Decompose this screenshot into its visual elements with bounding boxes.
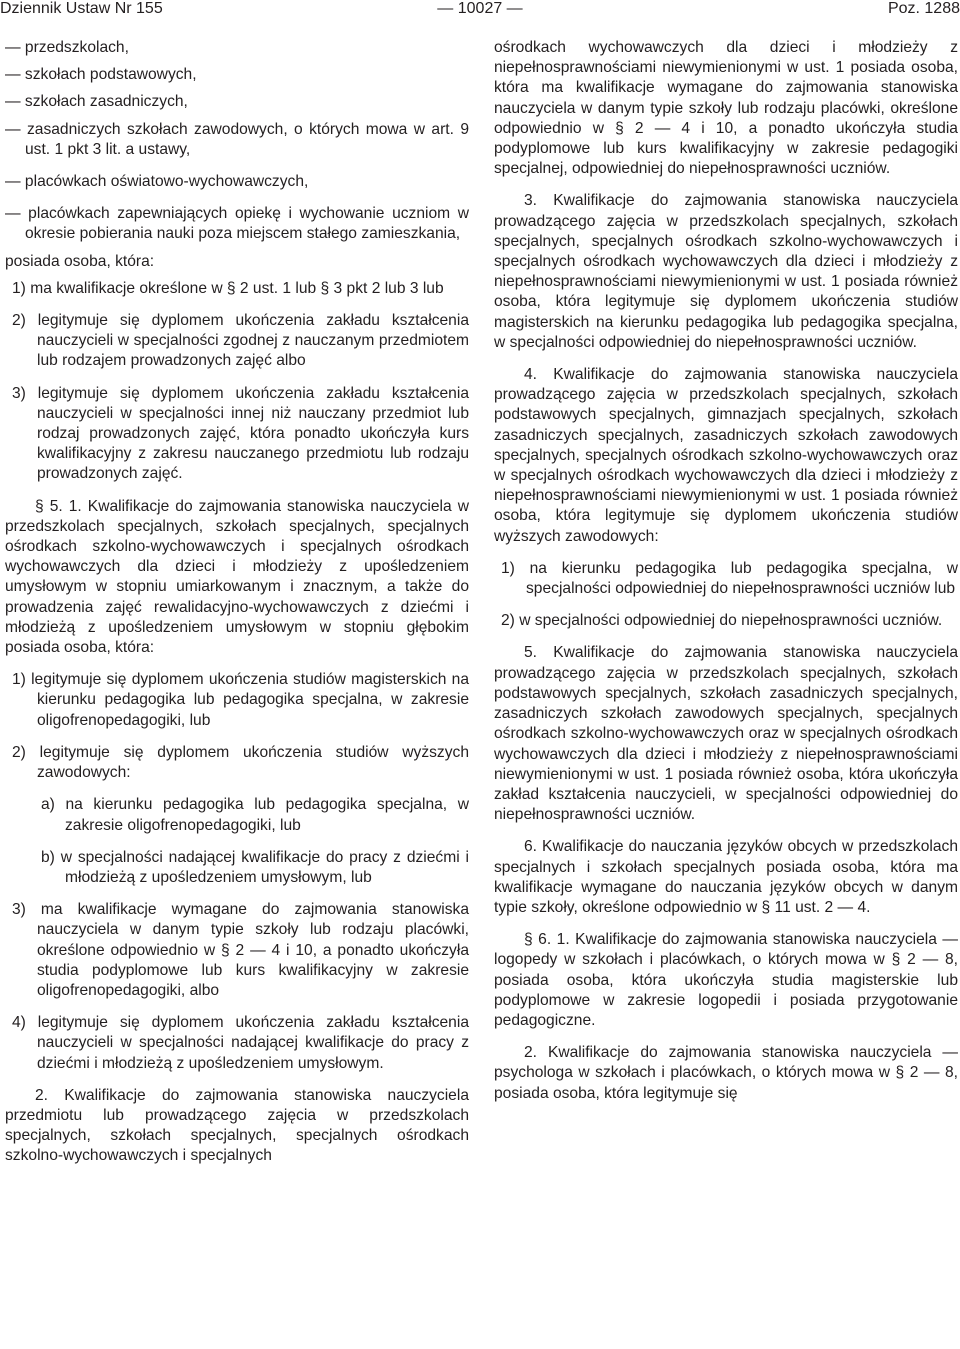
list-item: — przedszkolach, [5,39,129,56]
left-column [5,38,469,1167]
paragraph: 2. Kwalifikacje do zajmowania stanowiska nauczyciela przedmiotu lub prowadzącego zajęcia w przedszkolach specjalnych, szkołach specjalnych, specjalnych ośrodkach szkolno-wychowawczych i specjalnych [5,1086,469,1165]
list-item: 2) w specjalności odpowiedniej do niepełnosprawności uczniów. [501,612,943,630]
list-item: 1) na kierunku pedagogika lub pedagogika specjalna, w specjalności odpowiedniej do niepełnosprawności uczniów lub [501,559,958,598]
list-item: 1) ma kwalifikacje określone w § 2 ust. 1 lub § 3 pkt 2 lub 3 lub [12,279,444,297]
list-item: 2) legitymuje się dyplomem ukończenia studiów wyższych zawodowych: [12,743,469,782]
list-item: — placówkach zapewniających opiekę i wychowanie uczniom w okresie pobierania nauki poza miejscem stałego zamieszkania, [5,205,469,243]
list-item: a) na kierunku pedagogika lub pedagogika specjalna, w zakresie oligofrenopedagogiki, lub [41,796,469,834]
paragraph: posiada osoba, która: [5,252,155,270]
list-item: 2) legitymuje się dyplomem ukończenia zakładu kształcenia nauczycieli w specjalności zgodnej z nauczanym przedmiotem lub rodzajem prowadzonych zajęć albo [12,312,469,370]
list-item: — zasadniczych szkołach zawodowych, o których mowa w art. 9 ust. 1 pkt 3 lit. a ustawy, [5,120,469,158]
paragraph-section-5: § 5. 1. Kwalifikacje do zajmowania stanowiska nauczyciela w przedszkolach specjalnych, szkołach specjalnych, specjalnych ośrodkach szkolno-wychowawczych i specjalnych ośrodkach wychowawczych dla dzieci i młodzieży z upośledzeniem umysłowym w stopniu umiarkowanym i znacznym, a także do prowadzenia zajęć rewalidacyjno-wychowawczych z dziećmi i młodzieżą z upośledzeniem umysłowym w stopniu głębokim posiada osoba, która: [5,497,469,657]
list-item: b) w specjalności nadającej kwalifikacje do pracy z dziećmi i młodzieżą z upośledzeniem umysłowym, lub [41,848,469,886]
paragraph: 5. Kwalifikacje do zajmowania stanowiska nauczyciela prowadzącego zajęcia w przedszkolach specjalnych, szkołach podstawowych specjalnych, szkołach zasadniczych specjalnych, zasadniczych szkołach zawodowych specjalnych, specjalnych ośrodkach szkolno-wychowawczych oraz w specjalnych ośrodkach wychowawczych dla dzieci i młodzieży z niepełnosprawnościami niewymienionymi w ust. 1 posiada również osoba, która ukończyła zakład kształcenia nauczycieli, w specjalności odpowiedniej do niepełnosprawności uczniów. [494,644,958,824]
list-item: 3) ma kwalifikacje wymagane do zajmowania stanowiska nauczyciela w danym typie szkoły lub rodzaju placówki, określone odpowiednio w § 2 — 4 i 10, a ponadto ukończyła studia podyplomowe lub kurs kwalifikacyjny w zakresie oligofrenopedagogiki, albo [12,901,469,999]
paragraph: 2. Kwalifikacje do zajmowania stanowiska nauczyciela — psychologa w szkołach i placówkach, o których mowa w § 2 — 8, posiada osoba, która legitymuje się [494,1044,958,1102]
paragraph-section-6: § 6. 1. Kwalifikacje do zajmowania stanowiska nauczyciela — logopedy w szkołach i placówkach, o których mowa w § 2 — 8, posiada osoba, która ukończyła studia magisterskie lub podyplomowe w zakresie logopedii i posiada przygotowanie pedagogiczne. [494,931,958,1029]
paragraph: 4. Kwalifikacje do zajmowania stanowiska nauczyciela prowadzącego zajęcia w przedszkolach specjalnych, szkołach podstawowych specjalnych, gimnazjach specjalnych, szkołach zasadniczych specjalnych, zasadniczych szkołach zawodowych specjalnych, specjalnych ośrodkach szkolno-wychowawczych oraz w specjalnych ośrodkach wychowawczych dla dzieci i młodzieży z niepełnosprawnościami niewymienionymi w ust. 1 posiada również osoba, która legitymuje się dyplomem ukończenia studiów wyższych zawodowych: [494,366,958,545]
page-header [0,0,960,21]
list-item: — szkołach zasadniczych, [5,93,188,111]
list-item: — placówkach oświatowo-wychowawczych, [5,173,309,191]
position-number: Poz. 1288 [887,0,960,17]
paragraph: 3. Kwalifikacje do zajmowania stanowiska nauczyciela prowadzącego zajęcia w przedszkolach specjalnych, szkołach specjalnych, specjalnych ośrodkach szkolno-wychowawczych i specjalnych ośrodkach wychowawczych dla dzieci i młodzieży z niepełnosprawnościami niewymienionymi w ust. 1 posiada również osoba, która legitymuje się dyplomem ukończenia studiów magisterskich na kierunku pedagogika lub pedagogika specjalna, w specjalności odpowiedniej do niepełnosprawności uczniów. [494,192,958,351]
list-item: 1) legitymuje się dyplomem ukończenia studiów magisterskich na kierunku pedagogika lub pedagogika specjalna, w zakresie oligofrenopedagogiki, lub [12,671,469,729]
journal-title: Dziennik Ustaw Nr 155 [0,0,163,17]
list-item: 3) legitymuje się dyplomem ukończenia zakładu kształcenia nauczycieli w specjalności innej niż nauczany przedmiot lub rodzaj prowadzonych zajęć, która ponadto ukończyła kurs kwalifikacyjny z zakresu nauczanego przedmiotu lub rodzaju prowadzonych zajęć. [12,384,469,483]
right-column [494,38,958,1104]
list-item: 4) legitymuje się dyplomem ukończenia zakładu kształcenia nauczycieli w specjalności nadającej kwalifikacje do pracy z dziećmi i młodzieżą z upośledzeniem umysłowym. [12,1014,469,1072]
list-item: — szkołach podstawowych, [5,66,197,84]
paragraph: ośrodkach wychowawczych dla dzieci i młodzieży z niepełnosprawnościami niewymienionymi w ust. 1 posiada osoba, która ma kwalifikacje wymagane do zajmowania stanowiska nauczyciela w danym typie szkoły lub rodzaju placówki, określone odpowiednio w § 2 — 4 i 10, a ponadto ukończyła studia podyplomowe lub kurs kwalifikacyjny w zakresie pedagogiki specjalnej, odpowiedniej do niepełnosprawności uczniów. [494,39,958,178]
page-number: — 10027 — [437,0,523,17]
paragraph: 6. Kwalifikacje do nauczania języków obcych w przedszkolach specjalnych i szkołach specjalnych posiada osoba, która ma kwalifikacje wymagane do nauczania języków obcych w danym typie szkoły, określone odpowiednio w § 11 ust. 2 — 4. [494,838,958,916]
